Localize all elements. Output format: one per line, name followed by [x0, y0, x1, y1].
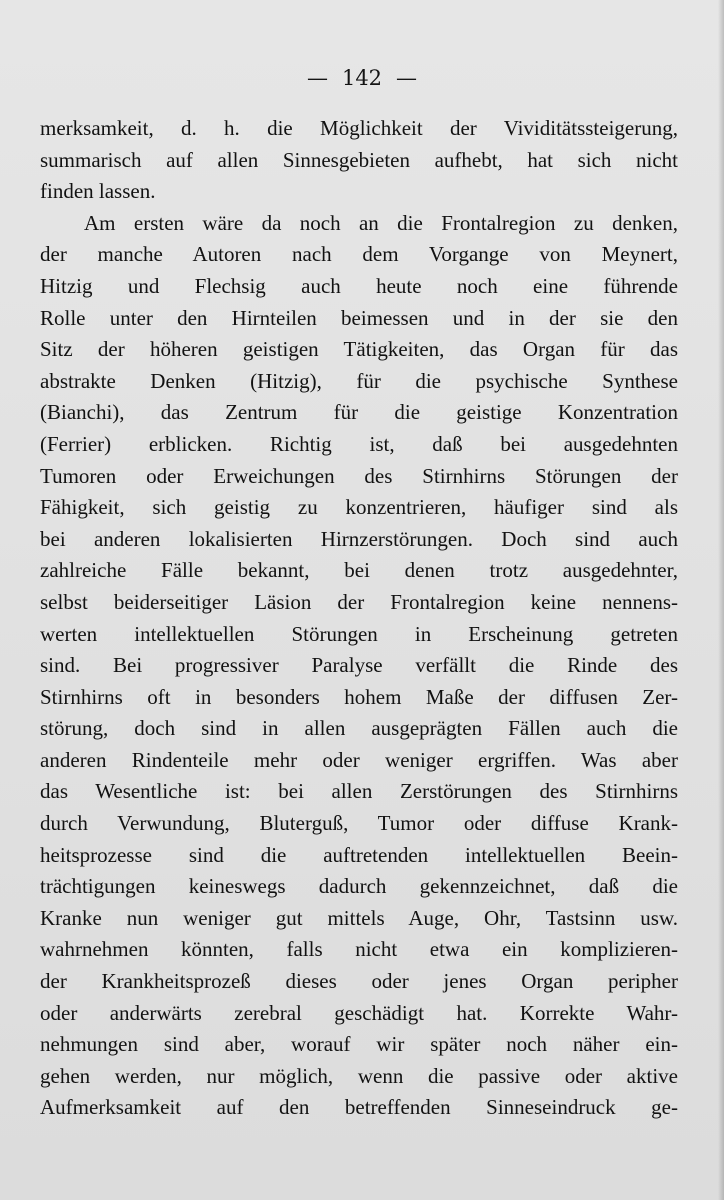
text-line: summarisch auf allen Sinnesgebieten aufhebt, hat sich nicht [40, 147, 678, 172]
text-line: sind. Bei progressiver Paralyse verfällt die Rinde des [40, 653, 678, 678]
text-line: heitsprozesse sind die auftretenden intellektuellen Beein- [40, 842, 678, 867]
text-line: merksamkeit, d. h. die Möglichkeit der Vividitätssteigerung, [40, 116, 678, 140]
body-text [40, 113, 678, 1124]
paragraph-1 [40, 113, 678, 208]
text-line: zahlreiche Fälle bekannt, bei denen trotz ausgedehnter, [40, 558, 678, 583]
text-line: Tumoren oder Erweichungen des Stirnhirns Störungen der [40, 463, 678, 488]
page-number-header [0, 66, 724, 90]
text-line: Fähigkeit, sich geistig zu konzentrieren, häufiger sind als [40, 495, 678, 520]
text-line: nehmungen sind aber, worauf wir später noch näher ein- [40, 1032, 678, 1057]
text-line: Kranke nun weniger gut mittels Auge, Ohr, Tastsinn usw. [40, 905, 678, 930]
text-line: der manche Autoren nach dem Vorgange von Meynert, [40, 242, 678, 267]
page-edge-shadow [718, 0, 724, 1200]
text-line: der Krankheitsprozeß dieses oder jenes Organ peripher [40, 969, 678, 994]
text-line: finden lassen. [40, 179, 156, 204]
text-line: (Bianchi), das Zentrum für die geistige Konzentration [40, 400, 678, 425]
text-line: oder anderwärts zerebral geschädigt hat. Korrekte Wahr- [40, 1000, 678, 1025]
page-number-dash-right: — [396, 66, 418, 90]
page-number-dash-left: — [306, 66, 328, 90]
text-line: Hitzig und Flechsig auch heute noch eine führende [40, 273, 678, 298]
text-line: Rolle unter den Hirnteilen beimessen und in der sie den [40, 305, 678, 330]
text-line: (Ferrier) erblicken. Richtig ist, daß bei ausgedehnten [40, 431, 678, 456]
page-number: 142 [341, 66, 383, 90]
text-line: Sitz der höheren geistigen Tätigkeiten, das Organ für das [40, 337, 678, 362]
text-line: werten intellektuellen Störungen in Erscheinung getreten [40, 621, 678, 646]
text-line: Stirnhirns oft in besonders hohem Maße der diffusen Zer- [40, 684, 678, 709]
text-line: Aufmerksamkeit auf den betreffenden Sinneseindruck ge- [40, 1095, 678, 1120]
text-line: Am ersten wäre da noch an die Frontalregion zu denken, [84, 210, 678, 235]
text-line: bei anderen lokalisierten Hirnzerstörungen. Doch sind auch [40, 526, 678, 551]
text-line: trächtigungen keineswegs dadurch gekennzeichnet, daß die [40, 874, 678, 899]
paragraph-2 [40, 208, 678, 1124]
text-line: durch Verwundung, Bluterguß, Tumor oder diffuse Krank- [40, 811, 678, 836]
text-line: wahrnehmen könnten, falls nicht etwa ein komplizieren- [40, 937, 678, 962]
text-line: selbst beiderseitiger Läsion der Frontalregion keine nennens- [40, 589, 678, 614]
text-line: das Wesentliche ist: bei allen Zerstörungen des Stirnhirns [40, 779, 678, 804]
text-line: gehen werden, nur möglich, wenn die passive oder aktive [40, 1063, 678, 1088]
text-line: abstrakte Denken (Hitzig), für die psychische Synthese [40, 368, 678, 393]
text-line: anderen Rindenteile mehr oder weniger ergriffen. Was aber [40, 747, 678, 772]
text-line: störung, doch sind in allen ausgeprägten Fällen auch die [40, 716, 678, 741]
